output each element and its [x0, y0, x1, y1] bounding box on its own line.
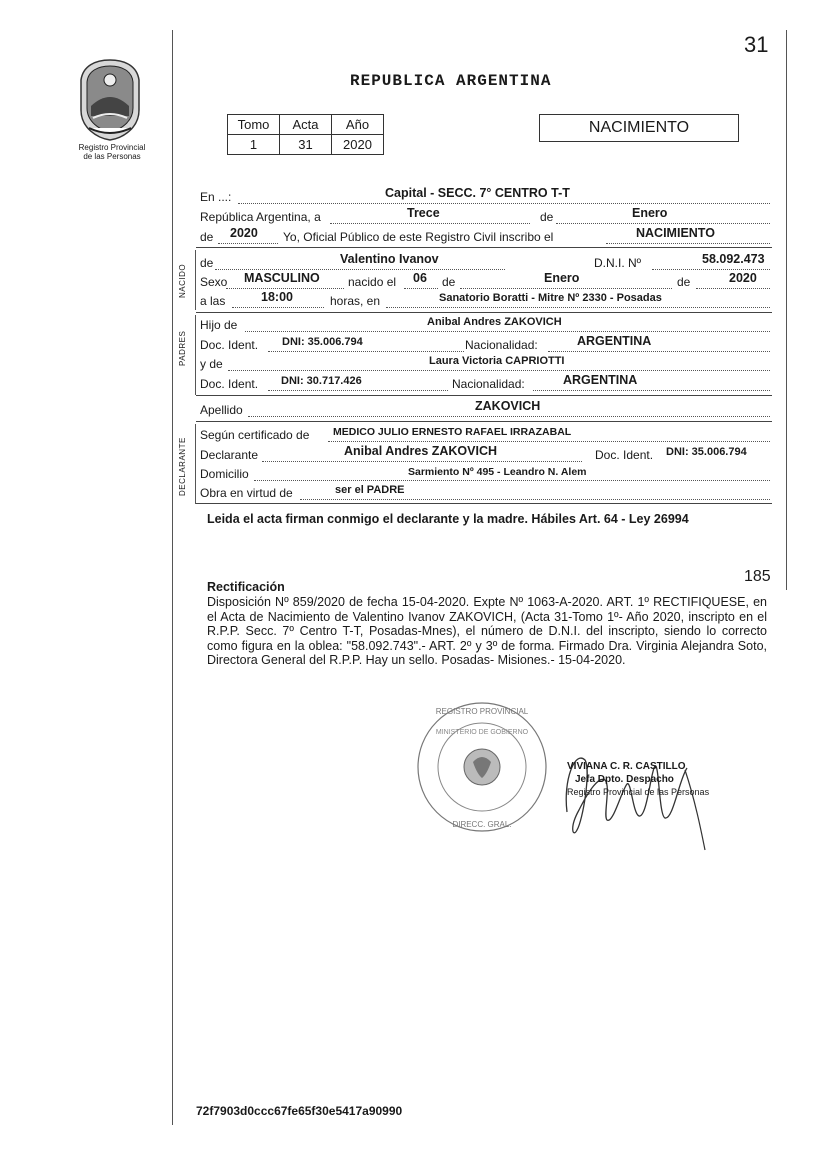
issuer-caption [48, 143, 176, 161]
certificado-label: Según certificado de [200, 428, 310, 442]
obra-label: Obra en virtud de [200, 486, 293, 500]
apellido-value: ZAKOVICH [475, 399, 541, 413]
declarant-name: Anibal Andres ZAKOVICH [344, 444, 498, 458]
record-type-box: NACIMIENTO [539, 114, 739, 142]
sexo-value: MASCULINO [244, 271, 320, 285]
province-coat-of-arms [75, 58, 145, 142]
svg-text:REGISTRO PROVINCIAL: REGISTRO PROVINCIAL [435, 707, 529, 716]
signatory-org: Registro Provincial de las Personas [567, 787, 710, 797]
signatory-name: VIVIANA C. R. CASTILLO [567, 761, 686, 772]
table-header-tomo: Tomo [228, 115, 280, 135]
section-label-padres: PADRES [178, 330, 187, 366]
domicilio-label: Domicilio [200, 467, 249, 481]
de-label: de [540, 210, 554, 224]
father-name: Anibal Andres ZAKOVICH [427, 316, 562, 328]
de-label-2: de [442, 275, 456, 289]
declarante-label: Declarante [200, 448, 259, 462]
birth-time: 18:00 [261, 290, 293, 304]
table-header-ano: Año [332, 115, 384, 135]
document-hash: 72f7903d0ccc67fe65f30e5417a90990 [196, 1104, 403, 1118]
yde-label: y de [200, 357, 223, 371]
divider [196, 312, 772, 313]
divider [196, 421, 772, 422]
table-header-acta: Acta [280, 115, 332, 135]
rectification-number: 185 [744, 568, 771, 585]
nacionalidad-label-2: Nacionalidad: [452, 377, 525, 391]
section-bracket [195, 250, 196, 310]
record-kind: NACIMIENTO [636, 226, 715, 240]
left-margin-line [172, 30, 173, 1125]
section-bracket [195, 315, 196, 395]
table-value-tomo: 1 [228, 135, 280, 155]
birth-place: Sanatorio Boratti - Mitre Nº 2330 - Posadas [439, 292, 662, 304]
nacido-de-label: de [200, 256, 214, 270]
dni-label: D.N.I. Nº [594, 256, 642, 270]
child-dni: 58.092.473 [702, 252, 765, 266]
father-doc: DNI: 35.006.794 [282, 336, 363, 348]
signatory-block [567, 760, 709, 799]
issuer-line-2: de las Personas [83, 152, 141, 161]
en-label: En ...: [200, 190, 232, 204]
right-margin-line [786, 30, 787, 590]
divider [196, 395, 772, 396]
rectification-body: Disposición Nº 859/2020 de fecha 15-04-2020. Expte Nº 1063-A-2020. ART. 1º RECTIFIQUESE, en el Acta de Nacimiento de Valentino Ivanov ZAKOVICH, (Acta 31-Tomo 1º- Año 2020, inscripto en el R.P.P. Secc. 7º Centro T-T, Posadas-Mnes), el número de D.N.I. del inscripto, siendo lo correcto como figura en la oblea: "58.092.743".- ART. 2º y 3º de forma. Firmado Dra. Virginia Alejandra Soto, Directora General del R.P.P. Hay un sello. Posadas- Misiones.- 15-04-2020. [207, 595, 767, 667]
certificate-issuer: MEDICO JULIO ERNESTO RAFAEL IRRAZABAL [333, 426, 572, 438]
de-label-3: de [677, 275, 691, 289]
mother-nationality: ARGENTINA [563, 373, 638, 387]
domicile: Sarmiento Nº 495 - Leandro N. Alem [408, 466, 587, 478]
issuer-line-1: Registro Provincial [78, 143, 146, 152]
svg-text:DIRECC. GRAL.: DIRECC. GRAL. [452, 820, 512, 829]
section-bracket [195, 424, 196, 504]
declarante-doc-label: Doc. Ident. [595, 448, 654, 462]
rectification-title: Rectificación [207, 580, 285, 594]
apellido-label: Apellido [200, 403, 243, 417]
a-las-label: a las [200, 294, 226, 308]
declarant-capacity: ser el PADRE [335, 484, 405, 496]
year: 2020 [230, 226, 258, 240]
horas-label: horas, en [330, 294, 381, 308]
section-label-nacido: NACIDO [178, 263, 187, 298]
day-word: Trece [407, 206, 440, 220]
child-name: Valentino Ivanov [340, 252, 439, 266]
doc-label: Doc. Ident. [200, 338, 259, 352]
document-title: REPUBLICA ARGENTINA [350, 72, 552, 90]
nacido-label: nacido el [348, 275, 397, 289]
closing-note: Leida el acta firman conmigo el declarante y la madre. Hábiles Art. 64 - Ley 26994 [207, 512, 689, 526]
official-seal-stamp [415, 700, 550, 835]
svg-text:MINISTERIO DE GOBIERNO: MINISTERIO DE GOBIERNO [435, 729, 529, 736]
birth-year: 2020 [729, 271, 757, 285]
signatory-role: Jefa Dpto. Despacho [575, 774, 674, 785]
record-index-table [227, 114, 384, 155]
page-number: 31 [744, 32, 769, 57]
hijo-label: Hijo de [200, 318, 238, 332]
nacionalidad-label: Nacionalidad: [465, 338, 538, 352]
sexo-label: Sexo [200, 275, 228, 289]
table-value-acta: 31 [280, 135, 332, 155]
mother-name: Laura Victoria CAPRIOTTI [429, 355, 565, 367]
doc-label-2: Doc. Ident. [200, 377, 259, 391]
father-nationality: ARGENTINA [577, 334, 652, 348]
divider [196, 503, 772, 504]
year-prefix: de [200, 230, 214, 244]
officer-text: Yo, Oficial Público de este Registro Civil inscribo el [283, 230, 554, 244]
mother-doc: DNI: 30.717.426 [281, 375, 362, 387]
section-label-declarante: DECLARANTE [178, 437, 187, 496]
republica-label: República Argentina, a [200, 210, 321, 224]
table-value-ano: 2020 [332, 135, 384, 155]
declarant-doc: DNI: 35.006.794 [666, 446, 747, 458]
birth-month: Enero [544, 271, 580, 285]
birth-day: 06 [413, 271, 427, 285]
registry-place: Capital - SECC. 7° CENTRO T-T [385, 186, 570, 200]
divider [196, 247, 772, 248]
month: Enero [632, 206, 668, 220]
